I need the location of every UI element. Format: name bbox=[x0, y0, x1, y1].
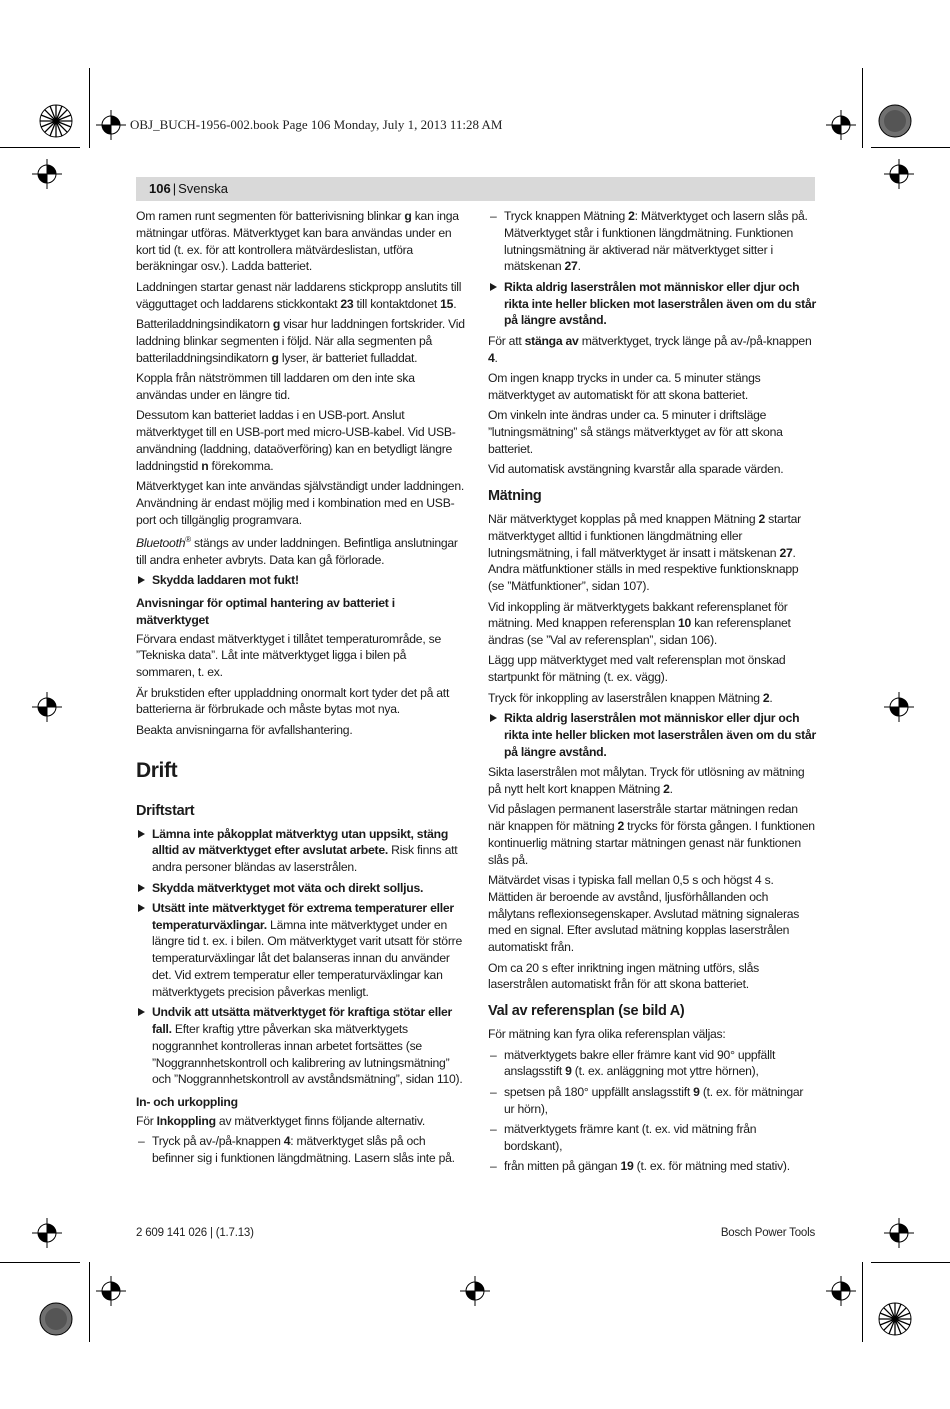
crop-mark bbox=[862, 68, 863, 148]
list-item: – spetsen på 180° uppfällt anslagsstift 9 (t. ex. för mätningar ur hörn), bbox=[488, 1084, 816, 1118]
paragraph: Sikta laserstrålen mot målytan. Tryck för utlösning av mätning på nytt helt kort knappen Mätning 2. bbox=[488, 765, 805, 796]
paragraph: För mätning kan fyra olika referensplan väljas: bbox=[488, 1027, 726, 1042]
crop-mark bbox=[871, 1262, 950, 1263]
gray-target-icon bbox=[878, 104, 912, 138]
registration-mark-icon bbox=[884, 159, 914, 189]
list-item: – mätverktygets främre kant (t. ex. vid mätning från bordskant), bbox=[488, 1121, 816, 1155]
registration-mark-icon bbox=[96, 110, 126, 140]
paragraph: För Inkoppling av mätverktyget finns följande alternativ. bbox=[136, 1114, 425, 1129]
crop-mark bbox=[871, 147, 950, 148]
warning-item: Utsätt inte mätverktyget för extrema temperaturer eller temperaturväxlingar. Lämna inte mätverktyget under en längre tid t. ex. i bilen. Om mätverktyget varit utsatt för större temperaturväxlingar låt det balanseras innan du använder det. Vid extrem temperatur eller temperaturväxlingar kan mätverktygets precision påverkas menligt. bbox=[136, 900, 466, 1001]
subheading: In- och urkoppling bbox=[136, 1095, 238, 1110]
paragraph: Laddningen startar genast när laddarens stickpropp anslutits till vägguttaget och laddarens stickkontakt 23 till kontaktdonet 15. bbox=[136, 279, 462, 311]
paragraph: Vid påslagen permanent laserstråle startar mätningen redan när knappen för mätning 2 trycks för första gången. I funktionen kontinuerlig mätning startar mätningen genast när funktionen slås på. bbox=[488, 802, 815, 867]
right-column bbox=[488, 208, 816, 1179]
paragraph: Vid automatisk avstängning kvarstår alla sparade värden. bbox=[488, 462, 784, 477]
registration-mark-icon bbox=[32, 159, 62, 189]
paragraph: Mätverktyget kan inte användas självständigt under laddningen. Användning är endast möjlig med i kombination med en USB-port och tillgänglig programvara. bbox=[136, 478, 464, 527]
list-item: – Tryck knappen Mätning 2: Mätverktyget och lasern slås på. Mätverktyget står i funktionen längdmätning. Funktionen lutningsmätning är aktiverad när mätverktyget sitter i mätskenan 27. bbox=[488, 208, 816, 275]
paragraph: Koppla från nätströmmen till laddaren om den inte ska användas under en längre tid. bbox=[136, 370, 415, 402]
left-column bbox=[136, 208, 466, 1171]
paragraph: För att stänga av mätverktyget, tryck länge på av-/på-knappen 4. bbox=[488, 333, 812, 365]
list-item: – från mitten på gängan 19 (t. ex. för mätning med stativ). bbox=[488, 1158, 816, 1175]
crop-mark bbox=[862, 1262, 863, 1342]
section-heading: Mätning bbox=[488, 487, 542, 504]
registration-mark-icon bbox=[826, 1276, 856, 1306]
warning-item: Skydda mätverktyget mot väta och direkt solljus. bbox=[136, 880, 466, 897]
paragraph: När mätverktyget kopplas på med knappen Mätning 2 startar mätverktyget alltid i funktionen längdmätning eller lutningsmätning, i fall mätverktyget är insatt i mätskenan 27. Andra mätfunktioner ställs in med respektive funktionsknapp (se ”Mätfunktioner”, sidan 107). bbox=[488, 511, 801, 594]
list-item: – Tryck på av-/på-knappen 4: mätverktyget slås på och befinner sig i funktionen längdmätning. Lasern slås inte på. bbox=[136, 1133, 466, 1167]
paragraph: Om ingen knapp trycks in under ca. 5 minuter stängs mätverktyget av automatiskt för att skona batteriet. bbox=[488, 370, 761, 402]
warning-item: Undvik att utsätta mätverktyget för kraftiga stötar eller fall. Efter kraftig yttre påverkan ska mätverktygets noggrannhet kontrolleras innan arbetet fortsättes (se ”Noggrannhetskontroll och kalibrering av lutningsmätning” och ”Noggrannhetskontroll av avståndsmätning”, sidan 110). bbox=[136, 1004, 466, 1088]
section-heading: Val av referensplan (se bild A) bbox=[488, 1003, 685, 1020]
warning-item: Rikta aldrig laserstrålen mot människor eller djur och rikta inte heller blicken mot laserstrålen även om du står på längre avstånd. bbox=[488, 710, 816, 760]
section-heading: Driftstart bbox=[136, 802, 195, 819]
warning-item: Rikta aldrig laserstrålen mot människor eller djur och rikta inte heller blicken mot laserstrålen även om du står på längre avstånd. bbox=[488, 279, 816, 329]
crop-mark bbox=[0, 147, 80, 148]
paragraph: Är brukstiden efter uppladdning onormalt kort tyder det på att batterierna är förbrukade och måste bytas mot nya. bbox=[136, 685, 450, 717]
warning-item: Lämna inte påkopplat mätverktyg utan uppsikt, stäng alltid av mätverktyget efter avslutat arbete. Risk finns att andra personer bländas av laserstrålen. bbox=[136, 826, 466, 876]
registration-mark-icon bbox=[96, 1276, 126, 1306]
paragraph: Bluetooth® stängs av under laddningen. Befintliga anslutningar till andra enheter avbryts. Data kan gå förlorade. bbox=[136, 534, 458, 567]
paragraph: Mätvärdet visas i typiska fall mellan 0,5 s och högst 4 s. Mättiden är beroende av avstånd, ljusförhållanden och målytans reflexionsegenskaper. Avslutad mätning signaleras med en signal. Efter avslutad mätning kopplas laserstrålen automatiskt från. bbox=[488, 873, 800, 955]
paragraph: Förvara endast mätverktyget i tillåtet temperaturområde, se ”Tekniska data”. Låt inte mätverktyget ligga i bilen på sommaren, t. ex. bbox=[136, 631, 441, 680]
page-number: 106 bbox=[149, 181, 171, 196]
language-label: Svenska bbox=[178, 181, 228, 196]
registration-mark-icon bbox=[884, 692, 914, 722]
star-target-icon bbox=[39, 104, 73, 138]
running-head bbox=[136, 177, 815, 201]
paragraph: Lägg upp mätverktyget med valt referensplan mot önskad startpunkt för mätning (t. ex. vägg). bbox=[488, 653, 786, 685]
paragraph: Dessutom kan batteriet laddas i en USB-port. Anslut mätverktyget till en USB-port med micro-USB-kabel. Vid USB-användning (laddning, dataöverföring) kan en betydligt längre laddningstid n förekomma. bbox=[136, 408, 456, 473]
registration-mark-icon bbox=[32, 692, 62, 722]
crop-mark bbox=[89, 1262, 90, 1342]
paragraph: Om ramen runt segmenten för batterivisning blinkar g kan inga mätningar utföras. Mätverktyget kan bara användas under en kort tid (t. ex. för att kontrollera mätvärdeslistan, utföra beräkningar osv.). Ladda batteriet. bbox=[136, 209, 459, 274]
crop-mark bbox=[0, 1262, 80, 1263]
footer-document-number: 2 609 141 026 | (1.7.13) bbox=[136, 1227, 254, 1239]
subheading: Anvisningar för optimal hantering av batteriet i mätverktyget bbox=[136, 595, 395, 627]
paragraph: Om ca 20 s efter inriktning ingen mätning utförs, slås laserstrålen automatiskt från för att skona batteriet. bbox=[488, 960, 760, 992]
book-file-header: OBJ_BUCH-1956-002.book Page 106 Monday, July 1, 2013 11:28 AM bbox=[130, 117, 503, 132]
registration-mark-icon bbox=[826, 110, 856, 140]
footer-brand: Bosch Power Tools bbox=[720, 1227, 815, 1239]
paragraph: Om vinkeln inte ändras under ca. 5 minuter i driftsläge ”lutningsmätning” så stängs mätverktyget av för att skona batteriet. bbox=[488, 408, 783, 456]
registration-mark-icon bbox=[460, 1276, 490, 1306]
registration-mark-icon bbox=[884, 1218, 914, 1248]
star-target-icon bbox=[878, 1302, 912, 1336]
gray-target-icon bbox=[39, 1302, 73, 1336]
paragraph: Tryck för inkoppling av laserstrålen knappen Mätning 2. bbox=[488, 690, 773, 705]
crop-mark bbox=[89, 68, 90, 148]
paragraph: Beakta anvisningarna för avfallshantering. bbox=[136, 722, 353, 737]
chapter-heading: Drift bbox=[136, 758, 178, 782]
registration-mark-icon bbox=[32, 1218, 62, 1248]
paragraph: Batteriladdningsindikatorn g visar hur laddningen fortskrider. Vid laddning blinkar segmenten i följd. När alla segmenten på batteriladdningsindikatorn g lyser, är batteriet fulladdat. bbox=[136, 316, 465, 365]
list-item: – mätverktygets bakre eller främre kant vid 90° uppfällt anslagsstift 9 (t. ex. anläggning mot yttre hörnen), bbox=[488, 1047, 816, 1081]
warning-item: Skydda laddaren mot fukt! bbox=[136, 572, 466, 589]
paragraph: Vid inkoppling är mätverktygets bakkant referensplanet för mätning. Med knappen referensplan 10 kan referensplanet ändras (se ”Val av referensplan”, sidan 106). bbox=[488, 599, 791, 648]
header-separator: | bbox=[172, 181, 177, 196]
